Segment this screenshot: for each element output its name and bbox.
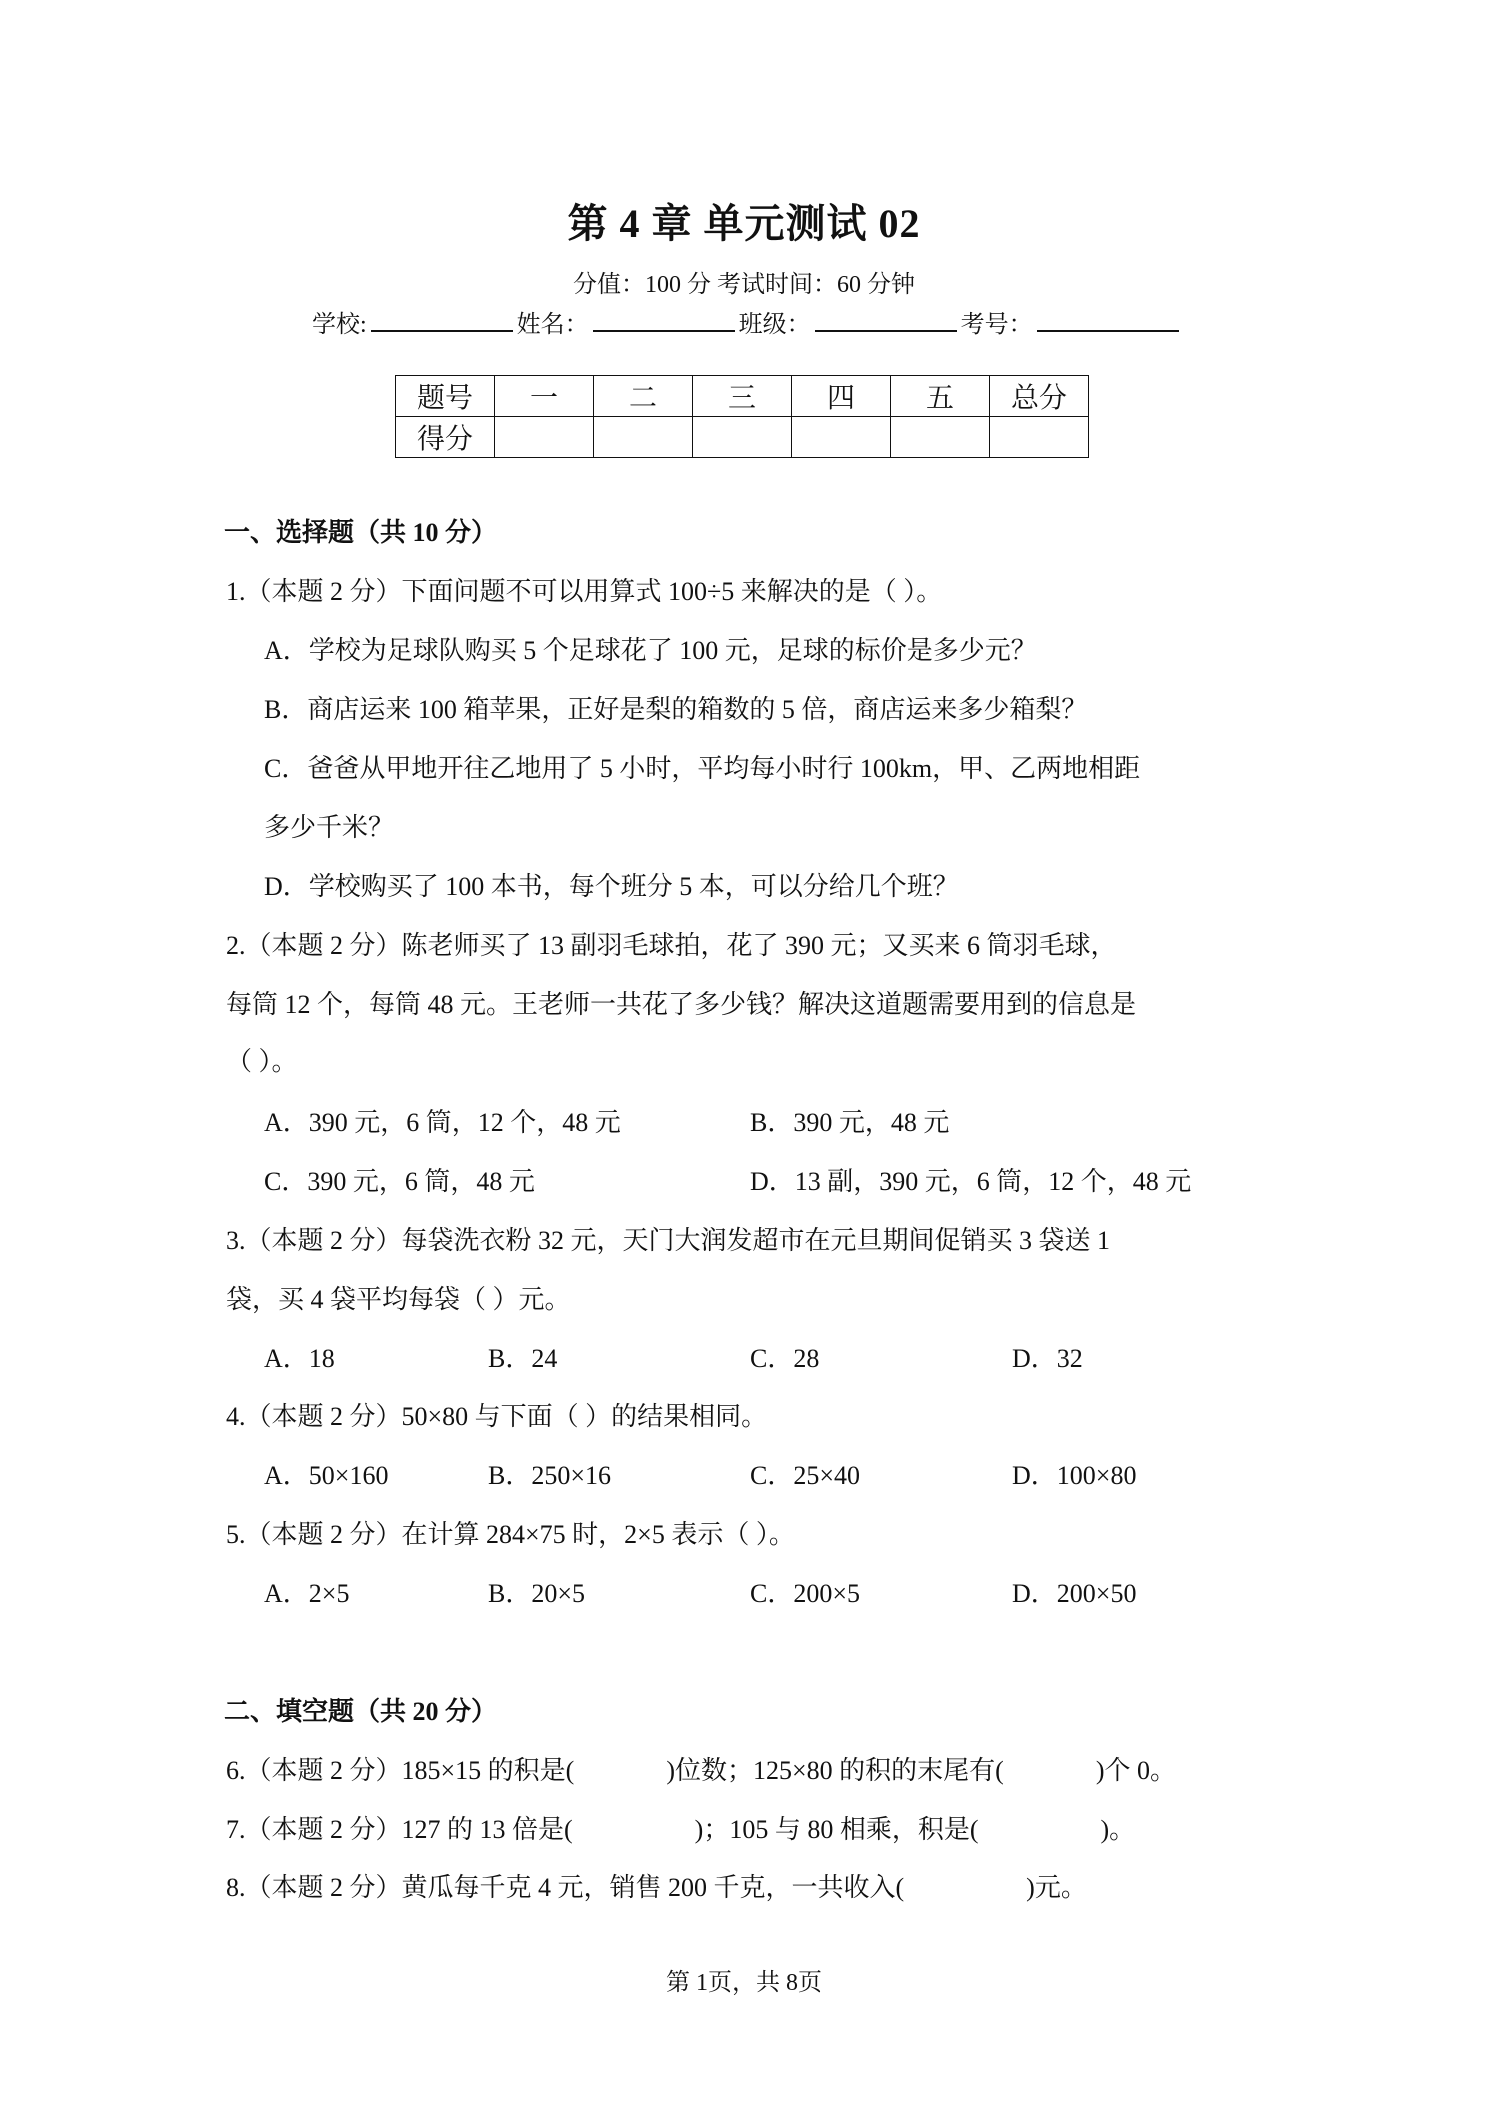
question-2-option-d: D．13 副，390 元，6 筒，12 个，48 元 — [750, 1167, 1192, 1196]
question-2-stem-line1: 2.（本题 2 分）陈老师买了 13 副羽毛球拍，花了 390 元；又买来 6 筒羽毛球， — [226, 931, 1117, 960]
table-cell: 总分 — [990, 376, 1089, 417]
question-7 — [226, 1809, 1135, 1846]
class-label: 班级： — [738, 312, 811, 338]
question-2-stem-line2: 每筒 12 个，每筒 48 元。王老师一共花了多少钱？解决这道题需要用到的信息是 — [226, 990, 1137, 1019]
question-1-stem: 1.（本题 2 分）下面问题不可以用算式 100÷5 来解决的是（ ）。 — [226, 577, 943, 606]
score-cell[interactable] — [495, 417, 594, 458]
exam-info: 分值：100 分 考试时间：60 分钟 — [573, 272, 915, 298]
question-6-part2: )位数；125×80 的积的末尾有( — [666, 1756, 1004, 1785]
score-table-score-row — [396, 417, 1089, 458]
question-2-option-a: A．390 元，6 筒，12 个，48 元 — [264, 1108, 621, 1137]
question-4-option-b: B．250×16 — [488, 1461, 612, 1490]
score-cell[interactable] — [594, 417, 693, 458]
score-table — [395, 375, 1089, 458]
school-label: 学校: — [312, 312, 367, 338]
school-blank[interactable] — [371, 306, 513, 332]
question-8 — [226, 1867, 1087, 1904]
score-cell[interactable] — [990, 417, 1089, 458]
score-cell[interactable] — [693, 417, 792, 458]
section-heading-fill-in: 二、填空题（共 20 分） — [224, 1697, 498, 1726]
score-cell[interactable] — [792, 417, 891, 458]
question-1-option-d: D．学校购买了 100 本书，每个班分 5 本，可以分给几个班？ — [264, 872, 959, 901]
exam-number-label: 考号： — [960, 312, 1033, 338]
table-cell: 题号 — [396, 376, 495, 417]
class-blank[interactable] — [815, 306, 957, 332]
question-7-part1: 7.（本题 2 分）127 的 13 倍是( — [226, 1815, 573, 1844]
score-cell[interactable] — [891, 417, 990, 458]
table-cell: 四 — [792, 376, 891, 417]
question-2-option-c: C．390 元，6 筒，48 元 — [264, 1167, 535, 1196]
question-4-stem: 4.（本题 2 分）50×80 与下面（ ）的结果相同。 — [226, 1402, 768, 1431]
question-1-option-c-continued: 多少千米？ — [264, 813, 395, 842]
section-heading-choice: 一、选择题（共 10 分） — [224, 518, 498, 547]
question-3-option-c: C．28 — [750, 1344, 820, 1373]
question-6-part1: 6.（本题 2 分）185×15 的积是( — [226, 1756, 575, 1785]
table-cell: 一 — [495, 376, 594, 417]
question-1-option-a: A．学校为足球队购买 5 个足球花了 100 元，足球的标价是多少元？ — [264, 636, 1037, 665]
page-title: 第 4 章 单元测试 02 — [567, 201, 921, 246]
question-4-option-d: D．100×80 — [1012, 1461, 1137, 1490]
question-3-stem-line1: 3.（本题 2 分）每袋洗衣粉 32 元，天门大润发超市在元旦期间促销买 3 袋送 1 — [226, 1226, 1111, 1255]
question-3-option-a: A．18 — [264, 1344, 335, 1373]
question-3-option-b: B．24 — [488, 1344, 558, 1373]
question-5-option-d: D．200×50 — [1012, 1579, 1137, 1608]
question-5-stem: 5.（本题 2 分）在计算 284×75 时，2×5 表示（ ）。 — [226, 1520, 795, 1549]
question-7-part3: )。 — [1100, 1815, 1136, 1844]
student-info-fields — [312, 304, 1183, 339]
name-label: 姓名： — [516, 312, 589, 338]
question-1-option-b: B．商店运来 100 箱苹果，正好是梨的箱数的 5 倍，商店运来多少箱梨？ — [264, 695, 1088, 724]
question-1-option-c: C．爸爸从甲地开往乙地用了 5 小时，平均每小时行 100km，甲、乙两地相距 — [264, 754, 1141, 783]
question-2-stem-line3: （ ）。 — [226, 1047, 298, 1076]
question-3-stem-line2: 袋，买 4 袋平均每袋（ ）元。 — [226, 1285, 571, 1314]
name-blank[interactable] — [593, 306, 735, 332]
question-3-option-d: D．32 — [1012, 1344, 1083, 1373]
question-5-option-b: B．20×5 — [488, 1579, 586, 1608]
question-4-option-c: C．25×40 — [750, 1461, 861, 1490]
question-5-option-c: C．200×5 — [750, 1579, 861, 1608]
table-cell: 二 — [594, 376, 693, 417]
question-8-part1: 8.（本题 2 分）黄瓜每千克 4 元，销售 200 千克，一共收入( — [226, 1873, 905, 1902]
table-cell: 三 — [693, 376, 792, 417]
question-4-option-a: A．50×160 — [264, 1461, 389, 1490]
question-7-part2: )；105 与 80 相乘，积是( — [694, 1815, 979, 1844]
page-number: 第 1页，共 8页 — [666, 1970, 822, 1996]
exam-number-blank[interactable] — [1037, 306, 1179, 332]
table-cell: 得分 — [396, 417, 495, 458]
question-6 — [226, 1750, 1176, 1787]
score-table-header-row — [396, 376, 1089, 417]
question-8-part2: )元。 — [1026, 1873, 1087, 1902]
question-5-option-a: A．2×5 — [264, 1579, 350, 1608]
question-6-part3: )个 0。 — [1095, 1756, 1176, 1785]
table-cell: 五 — [891, 376, 990, 417]
question-2-option-b: B．390 元，48 元 — [750, 1108, 950, 1137]
